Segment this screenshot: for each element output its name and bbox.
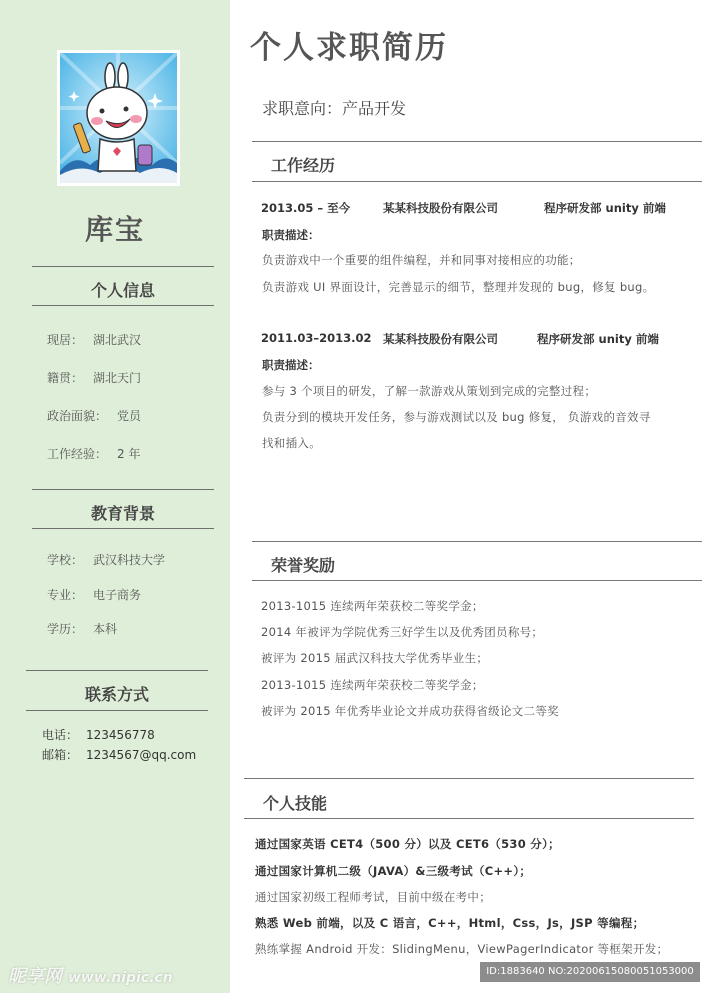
- skill-item: 通过国家英语 CET4（500 分）以及 CET6（530 分）；: [255, 837, 560, 851]
- education-value: 本科: [93, 622, 118, 636]
- info-row: [47, 407, 141, 424]
- job-intent: 求职意向：产品开发: [262, 99, 407, 118]
- cartoon-rabbit-icon: [60, 53, 177, 183]
- duty-label: 职责描述：: [262, 358, 320, 372]
- avatar: [57, 50, 180, 186]
- education-label: 学历：: [47, 622, 84, 636]
- info-value: 湖北天门: [93, 371, 142, 385]
- skill-item: 通过国家计算机二级（JAVA）&三级考试（C++）；: [255, 864, 532, 878]
- info-value: 2 年: [117, 447, 141, 461]
- duty-line: 负责分到的模块开发任务，参与游戏测试以及 bug 修复， 负游戏的音效寻: [262, 410, 651, 424]
- education-row: [47, 620, 117, 637]
- honor-item: 被评为 2015 届武汉科技大学优秀毕业生；: [261, 651, 489, 665]
- honor-item: 2013-1015 连续两年荣获校二等奖学金；: [261, 599, 484, 613]
- info-label: 籍贯：: [47, 371, 84, 385]
- duty-label: 职责描述：: [262, 228, 320, 242]
- job-company: 某某科技股份有限公司: [383, 332, 498, 346]
- skill-item: 通过国家初级工程师考试，目前中级在考中；: [255, 890, 491, 904]
- info-value: 党员: [117, 409, 142, 423]
- honor-item: 被评为 2015 年优秀毕业论文并成功获得省级论文二等奖: [261, 704, 559, 718]
- duty-line: 找和插入。: [262, 436, 321, 450]
- education-value: 电子商务: [93, 588, 142, 602]
- info-label: 工作经验：: [47, 447, 108, 461]
- divider: [252, 580, 702, 581]
- honor-item: 2014 年被评为学院优秀三好学生以及优秀团员称号；: [261, 625, 544, 639]
- watermark-url: www.nipic.cn: [68, 970, 173, 986]
- sidebar: [0, 0, 230, 993]
- divider: [252, 141, 702, 142]
- info-row: [47, 369, 141, 386]
- watermark-brand: 昵享网: [8, 966, 62, 987]
- duty-line: 参与 3 个项目的研发，了解一款游戏从策划到完成的完整过程；: [262, 384, 597, 398]
- skill-item: 熟悉 Web 前端，以及 C 语言，C++，Html，Css，Js，JSP 等编程；: [255, 916, 645, 930]
- job-role: 程序研发部 unity 前端: [537, 332, 659, 346]
- education-heading: 教育背景: [90, 504, 155, 523]
- phone-row: [42, 726, 155, 743]
- watermark-logo: [8, 962, 173, 988]
- education-row: [47, 586, 141, 603]
- duty-line: 负责游戏 UI 界面设计，完善显示的细节，整理并发现的 bug，修复 bug。: [262, 280, 655, 294]
- job-role: 程序研发部 unity 前端: [544, 201, 666, 215]
- education-label: 专业：: [47, 588, 84, 602]
- education-row: [47, 551, 165, 568]
- email-label: 邮箱：: [42, 748, 79, 762]
- honor-item: 2013-1015 连续两年荣获校二等奖学金；: [261, 678, 484, 692]
- info-row: [47, 331, 141, 348]
- divider: [32, 305, 214, 306]
- job-period: 2011.03–2013.02: [261, 331, 372, 345]
- skills-heading: 个人技能: [263, 794, 328, 813]
- divider: [26, 670, 208, 671]
- divider: [244, 778, 694, 779]
- work-experience-heading: 工作经历: [271, 156, 336, 175]
- divider: [26, 710, 208, 711]
- education-label: 学校：: [47, 553, 84, 567]
- email-value[interactable]: 1234567@qq.com: [86, 748, 197, 762]
- divider: [32, 489, 214, 490]
- phone-label: 电话：: [42, 728, 79, 742]
- email-row: [42, 746, 196, 763]
- page-title: 个人求职简历: [250, 30, 448, 66]
- info-value: 湖北武汉: [93, 333, 142, 347]
- duty-line: 负责游戏中一个重要的组件编程，并和同事对接相应的功能；: [262, 253, 581, 267]
- phone-value[interactable]: 123456778: [86, 728, 155, 742]
- info-row: [47, 445, 140, 462]
- divider: [32, 266, 214, 267]
- skill-item: 熟练掌握 Android 开发：SlidingMenu，ViewPagerIndicator 等框架开发；: [255, 942, 669, 956]
- job-period: 2013.05 – 至今: [261, 201, 351, 215]
- honors-heading: 荣誉奖励: [271, 556, 336, 575]
- divider: [244, 818, 694, 819]
- info-label: 政治面貌：: [47, 409, 108, 423]
- divider: [252, 541, 702, 542]
- candidate-name: 库宝: [84, 213, 145, 246]
- job-company: 某某科技股份有限公司: [383, 201, 498, 215]
- contact-heading: 联系方式: [84, 685, 149, 704]
- info-label: 现居：: [47, 333, 84, 347]
- divider: [252, 181, 702, 182]
- education-value: 武汉科技大学: [93, 553, 166, 567]
- personal-info-heading: 个人信息: [90, 281, 155, 300]
- image-id-bar: ID:1883640 NO:20200615080051053000: [480, 962, 700, 982]
- divider: [32, 528, 214, 529]
